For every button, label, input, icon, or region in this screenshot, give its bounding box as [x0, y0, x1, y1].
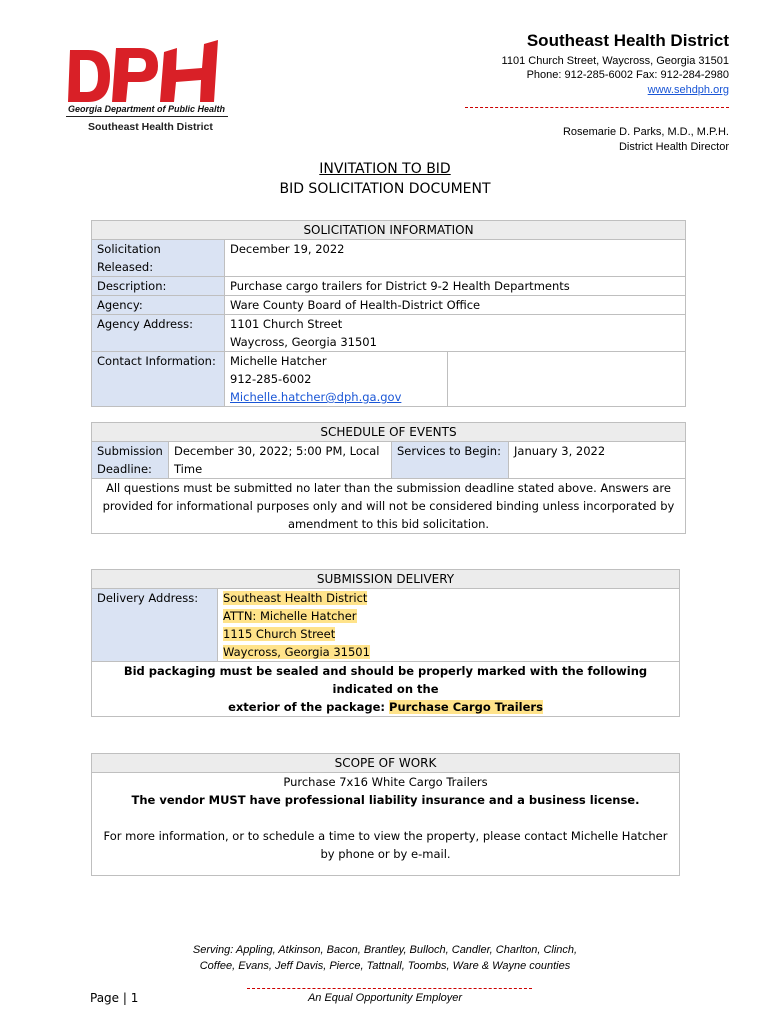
solicitation-heading: SOLICITATION INFORMATION — [92, 221, 686, 240]
schedule-note — [92, 479, 686, 534]
packaging-line2: exterior of the package: — [228, 700, 390, 714]
contact-email-link[interactable]: Michelle.hatcher@dph.ga.gov — [230, 390, 402, 404]
scope-heading: SCOPE OF WORK — [92, 754, 680, 773]
description-label: Description: — [92, 277, 225, 296]
delivery-heading: SUBMISSION DELIVERY — [92, 570, 680, 589]
delivery-line1: Southeast Health District — [223, 591, 368, 605]
packaging-line1: Bid packaging must be sealed and should be properly marked with the following indicated on the — [123, 664, 648, 696]
deadline-value-line2: Time — [174, 462, 203, 476]
schedule-note-line1: All questions must be submitted no later than the submission deadline stated above. Answers are — [106, 481, 671, 495]
deadline-label — [92, 442, 169, 479]
header-rule — [465, 107, 729, 108]
deadline-label-line1: Submission — [97, 444, 163, 458]
header-org-name: Southeast Health District — [526, 31, 729, 50]
contact-phone: 912-285-6002 — [230, 372, 312, 386]
agency-address-line2: Waycross, Georgia 31501 — [230, 335, 377, 349]
released-label: Solicitation Released: — [92, 240, 225, 277]
delivery-line2: ATTN: Michelle Hatcher — [223, 609, 357, 623]
director-title: District Health Director — [618, 141, 729, 153]
schedule-note-line2: provided for informational purposes only and will not be considered binding unless incorporated by — [102, 499, 675, 513]
contact-value — [225, 352, 448, 407]
packaging-note — [92, 662, 680, 717]
scope-line4: by phone or by e-mail. — [320, 847, 451, 861]
delivery-table — [91, 569, 680, 717]
solicitation-table — [91, 220, 686, 407]
scope-table — [91, 753, 680, 876]
header-address: 1101 Church Street, Waycross, Georgia 31501 — [501, 55, 729, 67]
delivery-line4: Waycross, Georgia 31501 — [223, 645, 370, 659]
agency-address-value — [225, 315, 686, 352]
doc-title: INVITATION TO BID — [319, 161, 451, 177]
schedule-heading: SCHEDULE OF EVENTS — [92, 423, 686, 442]
schedule-note-line3: amendment to this bid solicitation. — [287, 517, 490, 531]
released-value: December 19, 2022 — [225, 240, 686, 277]
delivery-address-label: Delivery Address: — [92, 589, 218, 662]
deadline-value-line1: December 30, 2022; 5:00 PM, Local — [174, 444, 380, 458]
logo-subtitle: Georgia Department of Public Health — [68, 104, 226, 114]
services-value: January 3, 2022 — [509, 442, 686, 479]
agency-address-label: Agency Address: — [92, 315, 225, 352]
agency-label: Agency: — [92, 296, 225, 315]
contact-label: Contact Information: — [92, 352, 225, 407]
agency-address-line1: 1101 Church Street — [230, 317, 343, 331]
contact-name: Michelle Hatcher — [230, 354, 327, 368]
delivery-line3: 1115 Church Street — [223, 627, 336, 641]
footer-serving-line2: Coffee, Evans, Jeff Davis, Pierce, Tattnall, Toombs, Ware & Wayne counties — [199, 960, 571, 972]
footer-eoe: An Equal Opportunity Employer — [307, 992, 463, 1004]
delivery-address-value — [218, 589, 680, 662]
services-label: Services to Begin: — [392, 442, 509, 479]
page-number: Page | 1 — [90, 991, 139, 1005]
scope-line3: For more information, or to schedule a time to view the property, please contact Michelle Hatcher — [103, 829, 668, 843]
packaging-highlight: Purchase Cargo Trailers — [389, 700, 543, 714]
logo-divider — [66, 116, 228, 117]
scope-body — [92, 773, 680, 876]
doc-subtitle: BID SOLICITATION DOCUMENT — [279, 181, 491, 197]
contact-empty-cell — [448, 352, 686, 407]
agency-value: Ware County Board of Health-District Office — [225, 296, 686, 315]
deadline-label-line2: Deadline: — [97, 462, 152, 476]
scope-line2: The vendor MUST have professional liability insurance and a business license. — [131, 793, 640, 807]
header-phone-fax: Phone: 912-285-6002 Fax: 912-284-2980 — [526, 69, 729, 81]
description-value: Purchase cargo trailers for District 9-2 Health Departments — [225, 277, 686, 296]
director-name: Rosemarie D. Parks, M.D., M.P.H. — [562, 126, 729, 138]
logo-district: Southeast Health District — [88, 121, 213, 133]
deadline-value — [169, 442, 392, 479]
footer-rule — [247, 988, 532, 989]
schedule-table — [91, 422, 686, 534]
footer-serving-line1: Serving: Appling, Atkinson, Bacon, Brantley, Bulloch, Candler, Charlton, Clinch, — [192, 944, 578, 956]
scope-line1: Purchase 7x16 White Cargo Trailers — [283, 775, 488, 789]
header-website-link[interactable]: www.sehdph.org — [647, 84, 729, 96]
